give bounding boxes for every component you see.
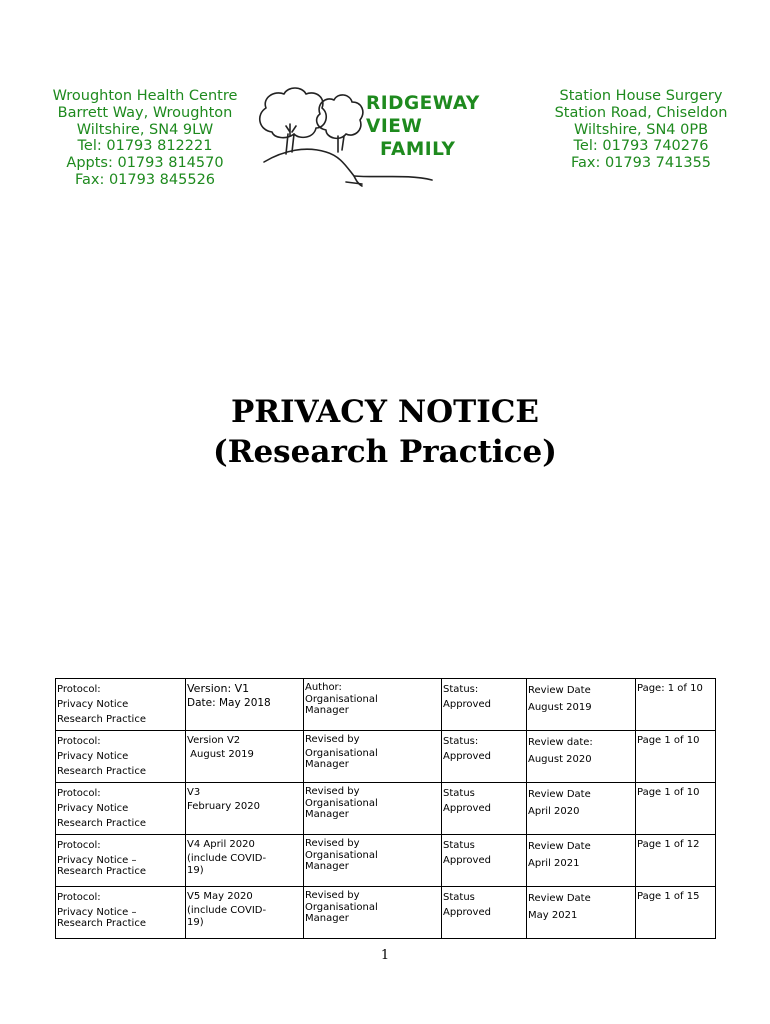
version-cell: V4 April 2020 (include COVID- 19) bbox=[186, 835, 304, 887]
brand-ridgeway: RIDGEWAY bbox=[366, 93, 480, 114]
version-cell: V5 May 2020 (include COVID- 19) bbox=[186, 887, 304, 939]
address-line: Barrett Way, Wroughton bbox=[57, 104, 233, 121]
protocol-cell: Protocol: Privacy Notice Research Practice bbox=[56, 679, 186, 731]
protocol-cell: Protocol: Privacy Notice Research Practice bbox=[56, 783, 186, 835]
author-cell: Revised by Organisational Manager bbox=[304, 835, 442, 887]
review-cell: Review Date August 2019 bbox=[527, 679, 636, 731]
status-cell: Status: Approved bbox=[442, 679, 527, 731]
address-station-house bbox=[537, 88, 745, 172]
address-line: Fax: 01793 741355 bbox=[570, 155, 712, 172]
page-count-cell: Page 1 of 15 bbox=[636, 887, 716, 939]
page-count-cell: Page 1 of 10 bbox=[636, 731, 716, 783]
author-cell: Author: Organisational Manager bbox=[304, 679, 442, 731]
review-cell: Review Date April 2020 bbox=[527, 783, 636, 835]
page-count-cell: Page: 1 of 10 bbox=[636, 679, 716, 731]
author-cell: Revised by Organisational Manager bbox=[304, 783, 442, 835]
status-cell: Status Approved bbox=[442, 887, 527, 939]
protocol-cell: Protocol: Privacy Notice – Research Practice bbox=[56, 887, 186, 939]
page-number: 1 bbox=[380, 948, 390, 963]
version-cell: Version V2 August 2019 bbox=[186, 731, 304, 783]
address-line: Fax: 01793 845526 bbox=[74, 171, 216, 188]
protocol-cell: Protocol: Privacy Notice – Research Practice bbox=[56, 835, 186, 887]
document-subtitle: (Research Practice) bbox=[213, 434, 557, 470]
address-line: Wiltshire, SN4 0PB bbox=[573, 121, 709, 138]
brand-family: FAMILY bbox=[380, 139, 456, 160]
status-cell: Status Approved bbox=[442, 783, 527, 835]
document-title: PRIVACY NOTICE bbox=[230, 394, 540, 430]
address-line: Tel: 01793 812221 bbox=[77, 138, 213, 155]
address-line: Appts: 01793 814570 bbox=[66, 155, 224, 172]
protocol-cell: Protocol: Privacy Notice Research Practice bbox=[56, 731, 186, 783]
version-cell: V3 February 2020 bbox=[186, 783, 304, 835]
page-count-cell: Page 1 of 10 bbox=[636, 783, 716, 835]
table-row bbox=[56, 835, 716, 887]
address-line: Tel: 01793 740276 bbox=[573, 138, 709, 155]
page-count-cell: Page 1 of 12 bbox=[636, 835, 716, 887]
address-line: Station House Surgery bbox=[559, 88, 723, 104]
status-cell: Status Approved bbox=[442, 835, 527, 887]
table-row bbox=[56, 783, 716, 835]
status-cell: Status: Approved bbox=[442, 731, 527, 783]
table-row bbox=[56, 731, 716, 783]
review-cell: Review date: August 2020 bbox=[527, 731, 636, 783]
author-cell: Revised by Organisational Manager bbox=[304, 731, 442, 783]
table-row bbox=[56, 679, 716, 731]
review-cell: Review Date May 2021 bbox=[527, 887, 636, 939]
review-cell: Review Date April 2021 bbox=[527, 835, 636, 887]
table-row bbox=[56, 887, 716, 939]
address-wroughton bbox=[40, 88, 250, 189]
version-history-table bbox=[55, 678, 716, 939]
version-cell: Version: V1 Date: May 2018 bbox=[186, 679, 304, 731]
address-line: Station Road, Chiseldon bbox=[554, 104, 728, 121]
address-line: Wroughton Health Centre bbox=[52, 88, 238, 104]
author-cell: Revised by Organisational Manager bbox=[304, 887, 442, 939]
brand-view: VIEW bbox=[366, 116, 423, 137]
address-line: Wiltshire, SN4 9LW bbox=[76, 121, 214, 138]
